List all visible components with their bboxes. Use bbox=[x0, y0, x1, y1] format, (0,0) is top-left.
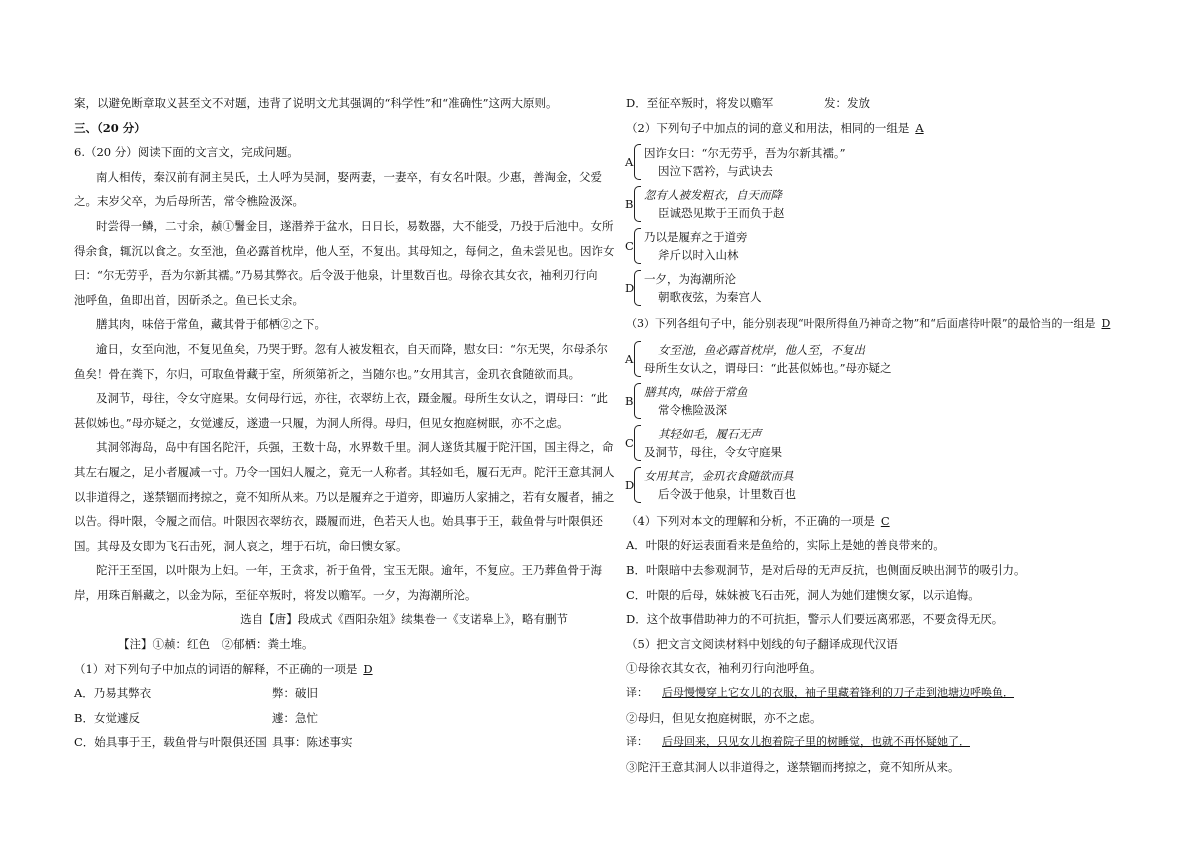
passage-line: 池呼鱼，鱼即出首，因斫杀之。鱼已长丈余。 bbox=[74, 292, 304, 307]
option-group bbox=[626, 383, 1126, 419]
translation-line bbox=[626, 730, 1126, 755]
option-line-1: 膳其肉，味倍于常鱼 bbox=[644, 384, 748, 399]
translation-answer: 后母慢慢穿上它女儿的衣服，袖子里藏着锋利的刀子走到池塘边呼唤鱼． bbox=[662, 685, 1014, 699]
option-line-2: 因泣下霑衿，与武诀去 bbox=[658, 164, 773, 179]
translate-sentence: ③陀汗王意其洞人以非道得之，遂禁锢而拷掠之，竟不知所从来。 bbox=[626, 759, 960, 774]
option-line-1: 其轻如毛，履石无声 bbox=[658, 426, 762, 441]
option-row bbox=[74, 706, 568, 731]
translate-sentence: ①母徐衣其女衣，袖利刃行向池呼鱼。 bbox=[626, 661, 822, 676]
passage-line: 国。其母及女即为飞石击死，洞人哀之，埋于石坑，命曰懊女冢。 bbox=[74, 538, 408, 553]
section-heading: 三、（20 分） bbox=[74, 120, 146, 135]
option-gloss: 遽：急忙 bbox=[272, 710, 318, 725]
option-group bbox=[626, 270, 1126, 306]
brace-icon bbox=[634, 270, 641, 306]
option-line-2: 斧斤以时入山林 bbox=[658, 248, 739, 263]
option-row bbox=[74, 681, 568, 706]
translate-sentence: ②母归，但见女抱庭树眠，亦不之虑。 bbox=[626, 710, 822, 725]
passage-line: 其左右履之，足小者履减一寸。乃令一国妇人履之，竟无一人称者。其轻如毛，履石无声。陀汗王意其洞人 bbox=[74, 464, 615, 479]
option-sentence: B．女觉遽反 bbox=[74, 710, 140, 725]
brace-icon bbox=[634, 186, 641, 222]
passage-line: 南人相传，秦汉前有洞主吴氏，土人呼为吴洞，娶两妻，一妻卒，有女名叶限。少惠，善淘金，父爱 bbox=[96, 169, 602, 184]
option-label: C bbox=[625, 435, 634, 450]
passage-line: 甚似姊也。”母亦疑之，女觉遽反，遂遗一只履，为洞人所得。母归，但见女抱庭树眠，亦不之虑。 bbox=[74, 415, 569, 430]
option-group bbox=[626, 228, 1126, 264]
brace-icon bbox=[634, 467, 641, 503]
brace-icon bbox=[634, 144, 641, 180]
passage-line: 以非道得之，遂禁锢而拷掠之，竟不知所从来。乃以是履弃之于道旁，即遍历人家捕之，若有女履者，捕之 bbox=[74, 489, 615, 504]
answer-blank: D bbox=[1101, 317, 1111, 331]
q4-option: B．叶限暗中去参观洞节，是对后母的无声反抗，也侧面反映出洞节的吸引力。 bbox=[626, 562, 1026, 577]
option-line-2: 后令汲于他泉，计里数百也 bbox=[658, 486, 796, 501]
passage-line: 鱼矣！骨在粪下，尔归，可取鱼骨藏于室，所须第祈之，当随尔也。”女用其言，金玑衣食随欲而具。 bbox=[74, 366, 581, 381]
option-line-2: 及洞节，母往，令女守庭果 bbox=[644, 444, 782, 459]
option-line-1: 女至池，鱼必露首枕岸，他人至，不复出 bbox=[658, 342, 865, 357]
option-gloss: 弊：破旧 bbox=[272, 686, 318, 701]
option-row bbox=[626, 91, 1126, 116]
question-1 bbox=[74, 657, 568, 682]
passage-line: 膳其肉，味倍于常鱼，藏其骨于郁栖②之下。 bbox=[96, 317, 326, 332]
passage-line: 时尝得一鳞，二寸余，赪①鬐金目，遂潜养于盆水，日日长，易数器，大不能受，乃投于后池中。女所 bbox=[96, 218, 614, 233]
option-line-1: 忽有人被发粗衣，自天而降 bbox=[644, 188, 782, 203]
option-line-2: 朝歌夜弦，为秦宫人 bbox=[658, 290, 762, 305]
question-1-text: （1）对下列句子中加点的词语的解释，不正确的一项是 bbox=[74, 661, 358, 676]
answer-blank: A bbox=[915, 120, 924, 135]
passage-line: 以告。得叶限，令履之而信。叶限因衣翠纺衣，蹑履而进，色若天人也。始具事于王，载鱼骨与叶限俱还 bbox=[74, 514, 603, 529]
translation-prefix: 译： bbox=[626, 685, 648, 699]
answer-blank: D bbox=[363, 661, 373, 676]
passage-line: 岸，用珠百斛藏之，以金为际，至征卒叛时，将发以赡军。一夕，为海潮所沦。 bbox=[74, 587, 477, 602]
brace-icon bbox=[634, 341, 641, 377]
option-label: D bbox=[625, 477, 635, 492]
question-5: （5）把文言文阅读材料中划线的句子翻译成现代汉语 bbox=[626, 636, 898, 651]
question-2-text: （2）下列句子中加点的词的意义和用法，相同的一组是 bbox=[626, 120, 910, 135]
option-sentence: D．至征卒叛时，将发以赡军 bbox=[626, 96, 774, 110]
question-3-text: （3）下列各组句子中，能分别表现“叶限所得鱼乃神奇之物”和“后面虐待叶限”的最恰当的一组是 bbox=[626, 317, 1096, 331]
top-line: 案，以避免断章取义甚至文不对题，违背了说明文尤其强调的“科学性”和“准确性”这两大原则。 bbox=[74, 96, 558, 110]
answer-blank: C bbox=[880, 513, 890, 528]
option-label: B bbox=[625, 197, 634, 212]
option-line-1: 一夕，为海潮所沦 bbox=[644, 272, 736, 287]
translation-answer: 后母回来，只见女儿抱着院子里的树睡觉，也就不再怀疑她了． bbox=[662, 735, 970, 749]
option-group bbox=[626, 144, 1126, 180]
option-label: A bbox=[625, 155, 634, 170]
question-4 bbox=[626, 509, 1126, 534]
option-gloss: 具事：陈述事实 bbox=[272, 735, 353, 750]
source-citation: 选自【唐】段成式《酉阳杂俎》续集卷一《支诺皋上》，略有删节 bbox=[240, 612, 568, 627]
q4-option: C．叶限的后母，妹妹被飞石击死，洞人为她们建懊女冢，以示追悔。 bbox=[626, 587, 980, 602]
brace-icon bbox=[634, 228, 641, 264]
option-line-1: 因诈女曰：“尔无劳乎，吾为尔新其襦。” bbox=[644, 146, 846, 161]
passage-line: 得余食，辄沉以食之。女至池，鱼必露首枕岸，他人至，不复出。其母知之，每伺之，鱼未尝见也。因诈女 bbox=[74, 243, 615, 258]
passage-line: 及洞节，母往，令女守庭果。女伺母行远，亦往，衣翠纺上衣，蹑金履。母所生女认之，谓母曰：“此 bbox=[96, 391, 608, 406]
option-group bbox=[626, 186, 1126, 222]
footnote: 【注】①赪：红色 ②郁栖：粪土堆。 bbox=[118, 637, 314, 652]
passage-line: 其洞邻海岛，岛中有国名陀汗，兵强，王数十岛，水界数千里。洞人遂货其履于陀汗国，国主得之，命 bbox=[96, 440, 614, 455]
option-sentence: A．乃易其弊衣 bbox=[74, 686, 152, 701]
brace-icon bbox=[634, 425, 641, 461]
option-line-2: 常令樵险汲深 bbox=[658, 402, 727, 417]
option-line-1: 乃以是履弃之于道旁 bbox=[644, 230, 748, 245]
option-label: A bbox=[625, 351, 634, 366]
question-2 bbox=[626, 116, 1126, 141]
passage-line: 曰：“尔无劳乎，吾为尔新其襦。”乃易其弊衣。后令汲于他泉，计里数百也。母徐衣其女衣，袖利刃行向 bbox=[74, 268, 598, 283]
option-gloss: 发：发放 bbox=[824, 96, 870, 110]
right-column bbox=[626, 0, 1126, 779]
question-6: 6.（20 分）阅读下面的文言文，完成问题。 bbox=[74, 145, 299, 160]
left-column bbox=[74, 0, 615, 755]
option-group bbox=[626, 341, 1126, 377]
option-line-1: 女用其言，金玑衣食随欲而具 bbox=[644, 468, 794, 483]
option-group bbox=[626, 425, 1126, 461]
brace-icon bbox=[634, 383, 641, 419]
option-label: D bbox=[625, 281, 635, 296]
q4-option: A．叶限的好运表面看来是鱼给的，实际上是她的善良带来的。 bbox=[626, 538, 945, 553]
passage-line: 逾日，女至向池，不复见鱼矣，乃哭于野。忽有人被发粗衣，自天而降，慰女曰：“尔无哭，尔母杀尔 bbox=[96, 341, 608, 356]
question-3 bbox=[626, 312, 1126, 337]
question-4-text: （4）下列对本文的理解和分析，不正确的一项是 bbox=[626, 513, 875, 528]
option-row bbox=[74, 730, 568, 755]
q4-option: D．这个故事借助神力的不可抗拒，警示人们要远离邪恶，不要贪得无厌。 bbox=[626, 612, 1004, 627]
translation-line bbox=[626, 681, 1126, 706]
option-sentence: C．始具事于王，载鱼骨与叶限俱还国 bbox=[74, 735, 267, 750]
passage-line: 陀汗王至国，以叶限为上妇。一年，王贪求，祈于鱼骨，宝玉无限。逾年，不复应。王乃葬鱼骨于海 bbox=[96, 563, 602, 578]
option-group bbox=[626, 467, 1126, 503]
option-label: B bbox=[625, 393, 634, 408]
passage-line: 之。末岁父卒，为后母所苦，常令樵险汲深。 bbox=[74, 194, 304, 209]
translation-prefix: 译： bbox=[626, 735, 648, 749]
option-label: C bbox=[625, 239, 634, 254]
option-line-2: 臣诚恐见欺于王而负于赵 bbox=[658, 206, 785, 221]
option-line-2: 母所生女认之，谓母曰：“此甚似姊也。”母亦疑之 bbox=[644, 360, 892, 375]
